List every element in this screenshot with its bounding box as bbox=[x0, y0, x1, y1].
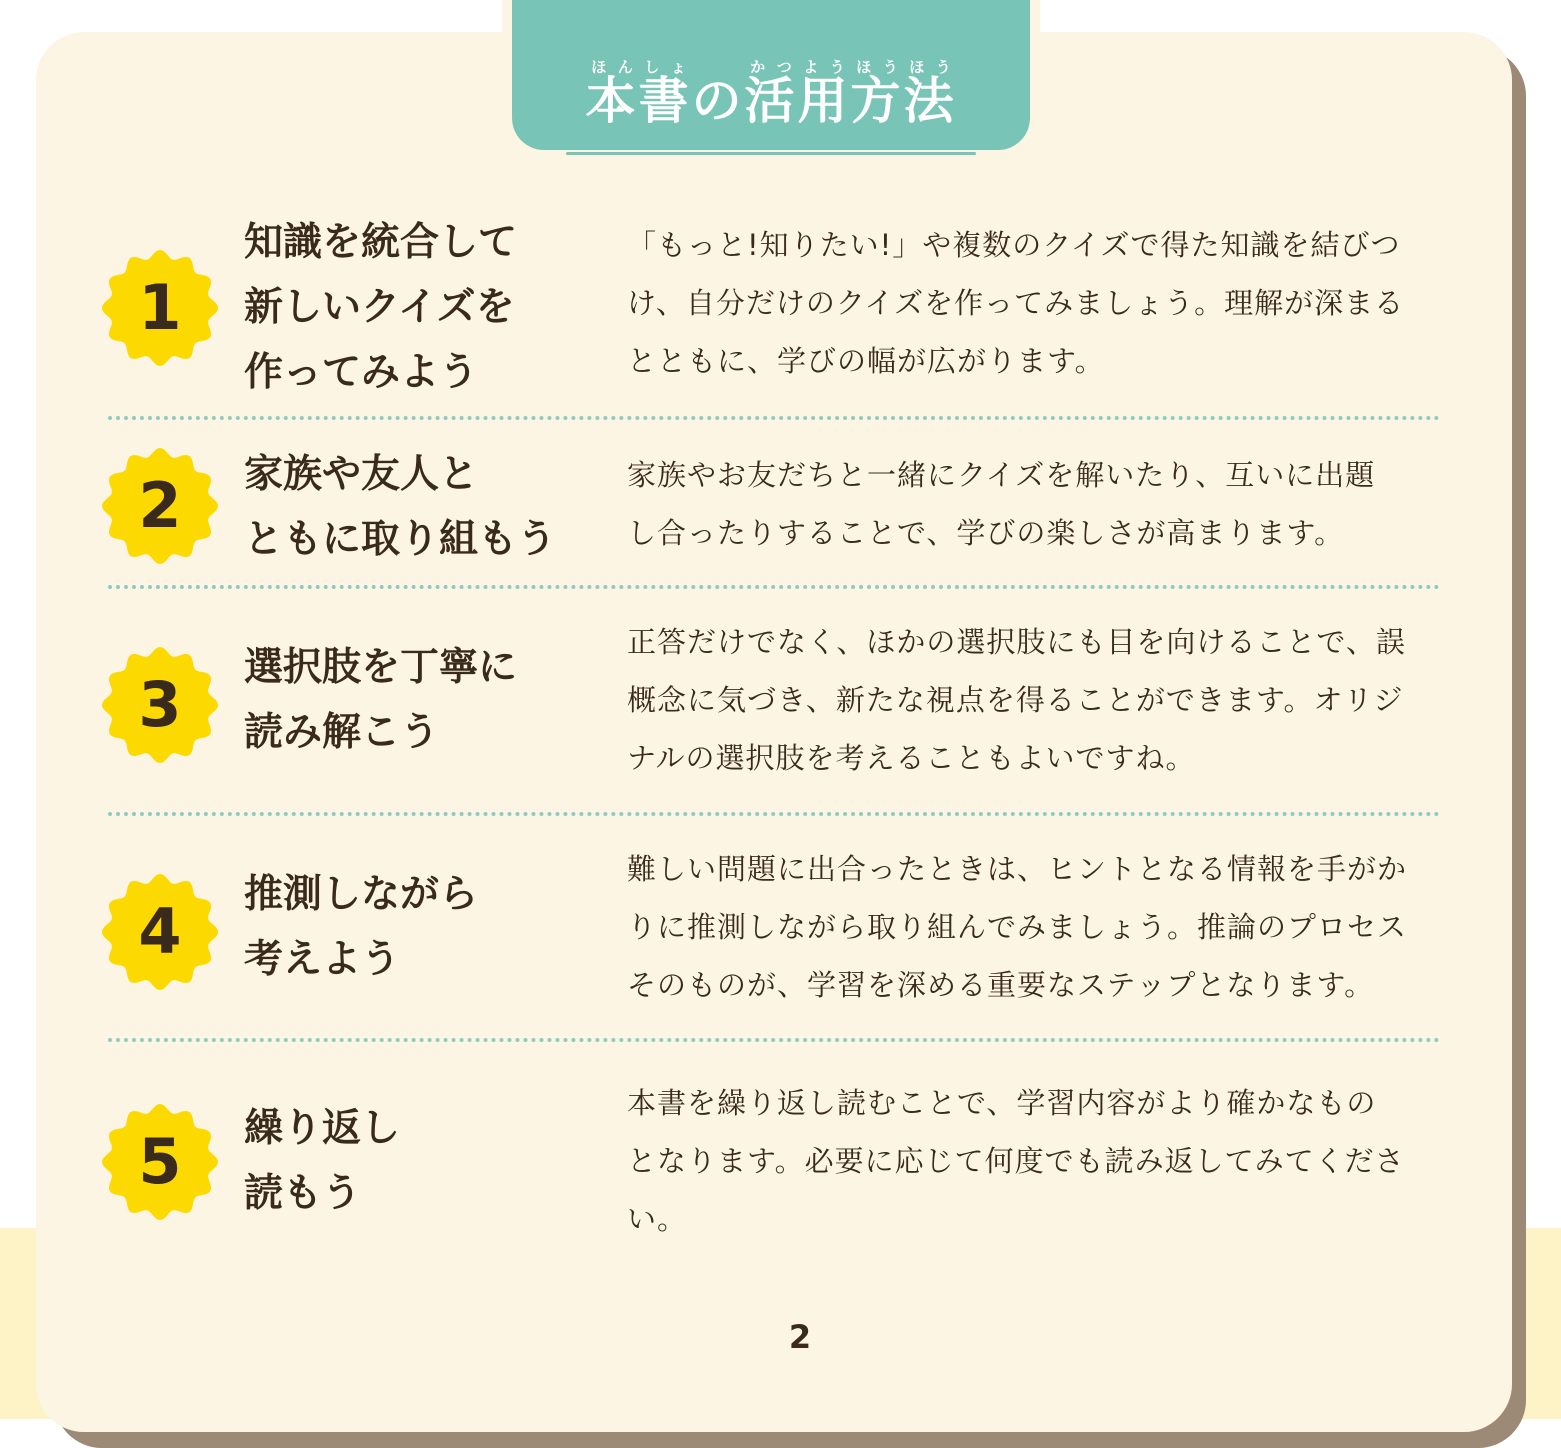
number-badge bbox=[100, 872, 220, 992]
number-badge bbox=[100, 645, 220, 765]
body-line: りに推測しながら取り組んでみましょう。推論のプロセス bbox=[627, 910, 1408, 944]
section-body bbox=[627, 613, 1447, 787]
body-line: し合ったりすることで、学びの楽しさが高まります。 bbox=[627, 516, 1345, 550]
body-line: とともに、学びの幅が広がります。 bbox=[627, 344, 1105, 378]
body-line: 概念に気づき、新たな視点を得ることができます。オリジ bbox=[627, 683, 1404, 717]
title-char: 本ほん bbox=[585, 58, 639, 130]
badge-number: 5 bbox=[138, 1125, 182, 1198]
title-char: 書しょ bbox=[638, 58, 692, 130]
body-line: 難しい問題に出合ったときは、ヒントとなる情報を手がか bbox=[627, 852, 1408, 886]
heading-line: 選択肢を丁寧に bbox=[244, 645, 518, 690]
section-2 bbox=[100, 436, 1440, 576]
section-divider bbox=[108, 416, 1440, 420]
body-line: い。 bbox=[627, 1202, 688, 1236]
section-divider bbox=[108, 585, 1440, 589]
heading-line: 繰り返し bbox=[244, 1106, 401, 1151]
section-4 bbox=[100, 832, 1440, 1032]
heading-line: 家族や友人と bbox=[244, 452, 479, 497]
section-body bbox=[627, 446, 1447, 562]
section-body bbox=[627, 840, 1447, 1014]
section-heading bbox=[244, 862, 478, 992]
page-title bbox=[512, 58, 1030, 133]
body-line: ナルの選択肢を考えることもよいですね。 bbox=[627, 741, 1196, 775]
heading-line: 推測しながら bbox=[244, 872, 479, 917]
heading-line: 作ってみよう bbox=[244, 350, 479, 395]
page-number: 2 bbox=[788, 1318, 812, 1356]
section-heading bbox=[244, 635, 517, 765]
title-char: 活かつ bbox=[744, 58, 798, 130]
title-char: 用よう bbox=[797, 58, 851, 130]
number-badge bbox=[100, 1102, 220, 1222]
heading-line: 読み解こう bbox=[244, 710, 440, 755]
heading-line: 考えよう bbox=[244, 937, 401, 982]
title-underline bbox=[566, 152, 976, 155]
title-char: の bbox=[691, 72, 745, 130]
body-line: となります。必要に応じて何度でも読み返してみてくださ bbox=[627, 1144, 1405, 1178]
body-line: そのものが、学習を深める重要なステップとなります。 bbox=[627, 968, 1375, 1002]
badge-number: 1 bbox=[138, 271, 182, 344]
section-heading bbox=[244, 442, 556, 572]
heading-line: 知識を統合して bbox=[244, 220, 518, 265]
badge-number: 2 bbox=[138, 469, 182, 542]
section-heading bbox=[244, 210, 517, 405]
section-body bbox=[627, 1074, 1447, 1248]
body-line: 正答だけでなく、ほかの選択肢にも目を向けることで、誤 bbox=[627, 625, 1406, 659]
section-body bbox=[627, 216, 1447, 390]
body-line: 家族やお友だちと一緒にクイズを解いたり、互いに出題 bbox=[627, 458, 1376, 492]
section-5 bbox=[100, 1058, 1440, 1258]
section-1 bbox=[100, 200, 1440, 400]
section-3 bbox=[100, 605, 1440, 805]
section-divider bbox=[108, 1038, 1440, 1042]
body-line: 本書を繰り返し読むことで、学習内容がより確かなもの bbox=[627, 1086, 1377, 1120]
title-char: 法ほう bbox=[903, 58, 957, 130]
heading-line: ともに取り組もう bbox=[244, 517, 557, 562]
body-line: 「もっと!知りたい!」や複数のクイズで得た知識を結びつ bbox=[627, 228, 1401, 262]
badge-number: 3 bbox=[138, 668, 182, 741]
number-badge bbox=[100, 248, 220, 368]
badge-number: 4 bbox=[138, 895, 182, 968]
section-divider bbox=[108, 812, 1440, 816]
number-badge bbox=[100, 446, 220, 566]
section-heading bbox=[244, 1096, 400, 1226]
heading-line: 新しいクイズを bbox=[244, 285, 515, 330]
heading-line: 読もう bbox=[244, 1171, 362, 1216]
title-char: 方ほう bbox=[850, 58, 904, 130]
body-line: け、自分だけのクイズを作ってみましょう。理解が深まる bbox=[627, 286, 1405, 320]
